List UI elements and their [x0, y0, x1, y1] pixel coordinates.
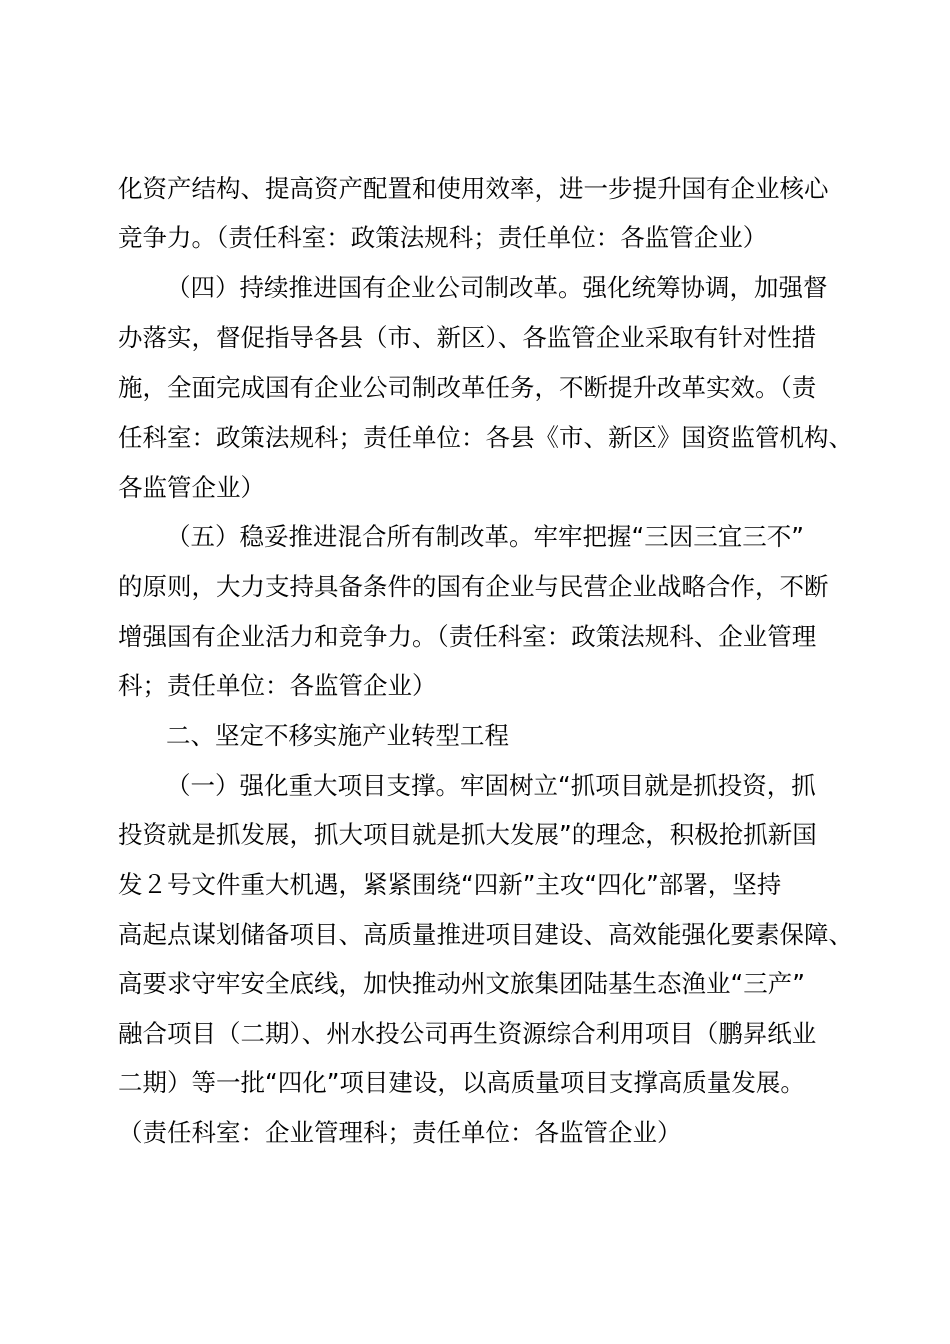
- text-line: 科；责任单位：各监管企业）: [118, 671, 437, 700]
- text-line: 的原则，大力支持具备条件的国有企业与民营企业战略合作，不断: [118, 572, 829, 601]
- text-line: 投资就是抓发展，抓大项目就是抓大发展”的理念，积极抢抓新国: [118, 820, 817, 849]
- text-line: 办落实，督促指导各县（市、新区）、各监管企业采取有针对性措: [118, 323, 817, 352]
- text-line: 任科室：政策法规科；责任单位：各县《市、新区》国资监管机构、: [118, 423, 853, 452]
- text-line: 竞争力。（责任科室：政策法规科；责任单位：各监管企业）: [118, 223, 768, 252]
- section-heading-line: （五）稳妥推进混合所有制改革。牢牢把握“三因三宜三不”: [166, 522, 804, 551]
- text-line: 施，全面完成国有企业公司制改革任务，不断提升改革实效。（责: [118, 373, 817, 402]
- text-line: 各监管企业）: [118, 473, 265, 502]
- text-line: 融合项目（二期）、州水投公司再生资源综合利用项目（鹏昇纸业: [118, 1019, 817, 1048]
- chapter-heading: 二、坚定不移实施产业转型工程: [166, 721, 509, 750]
- text-line: 增强国有企业活力和竞争力。（责任科室：政策法规科、企业管理: [118, 622, 817, 651]
- text-line: （责任科室：企业管理科；责任单位：各监管企业）: [118, 1118, 682, 1147]
- text-line: 发２号文件重大机遇，紧紧围绕“四新”主攻“四化”部署，坚持: [118, 870, 782, 899]
- text-line: 二期）等一批“四化”项目建设，以高质量项目支撑高质量发展。: [118, 1068, 805, 1097]
- section-heading-line: （一）强化重大项目支撑。牢固树立“抓项目就是抓投资，抓: [166, 771, 816, 800]
- text-line: 化资产结构、提高资产配置和使用效率，进一步提升国有企业核心: [118, 174, 829, 203]
- text-line: 高起点谋划储备项目、高质量推进项目建设、高效能强化要素保障、: [118, 920, 853, 949]
- text-line: 高要求守牢安全底线，加快推动州文旅集团陆基生态渔业“三产”: [118, 969, 805, 998]
- section-heading-line: （四）持续推进国有企业公司制改革。强化统筹协调，加强督: [166, 273, 828, 302]
